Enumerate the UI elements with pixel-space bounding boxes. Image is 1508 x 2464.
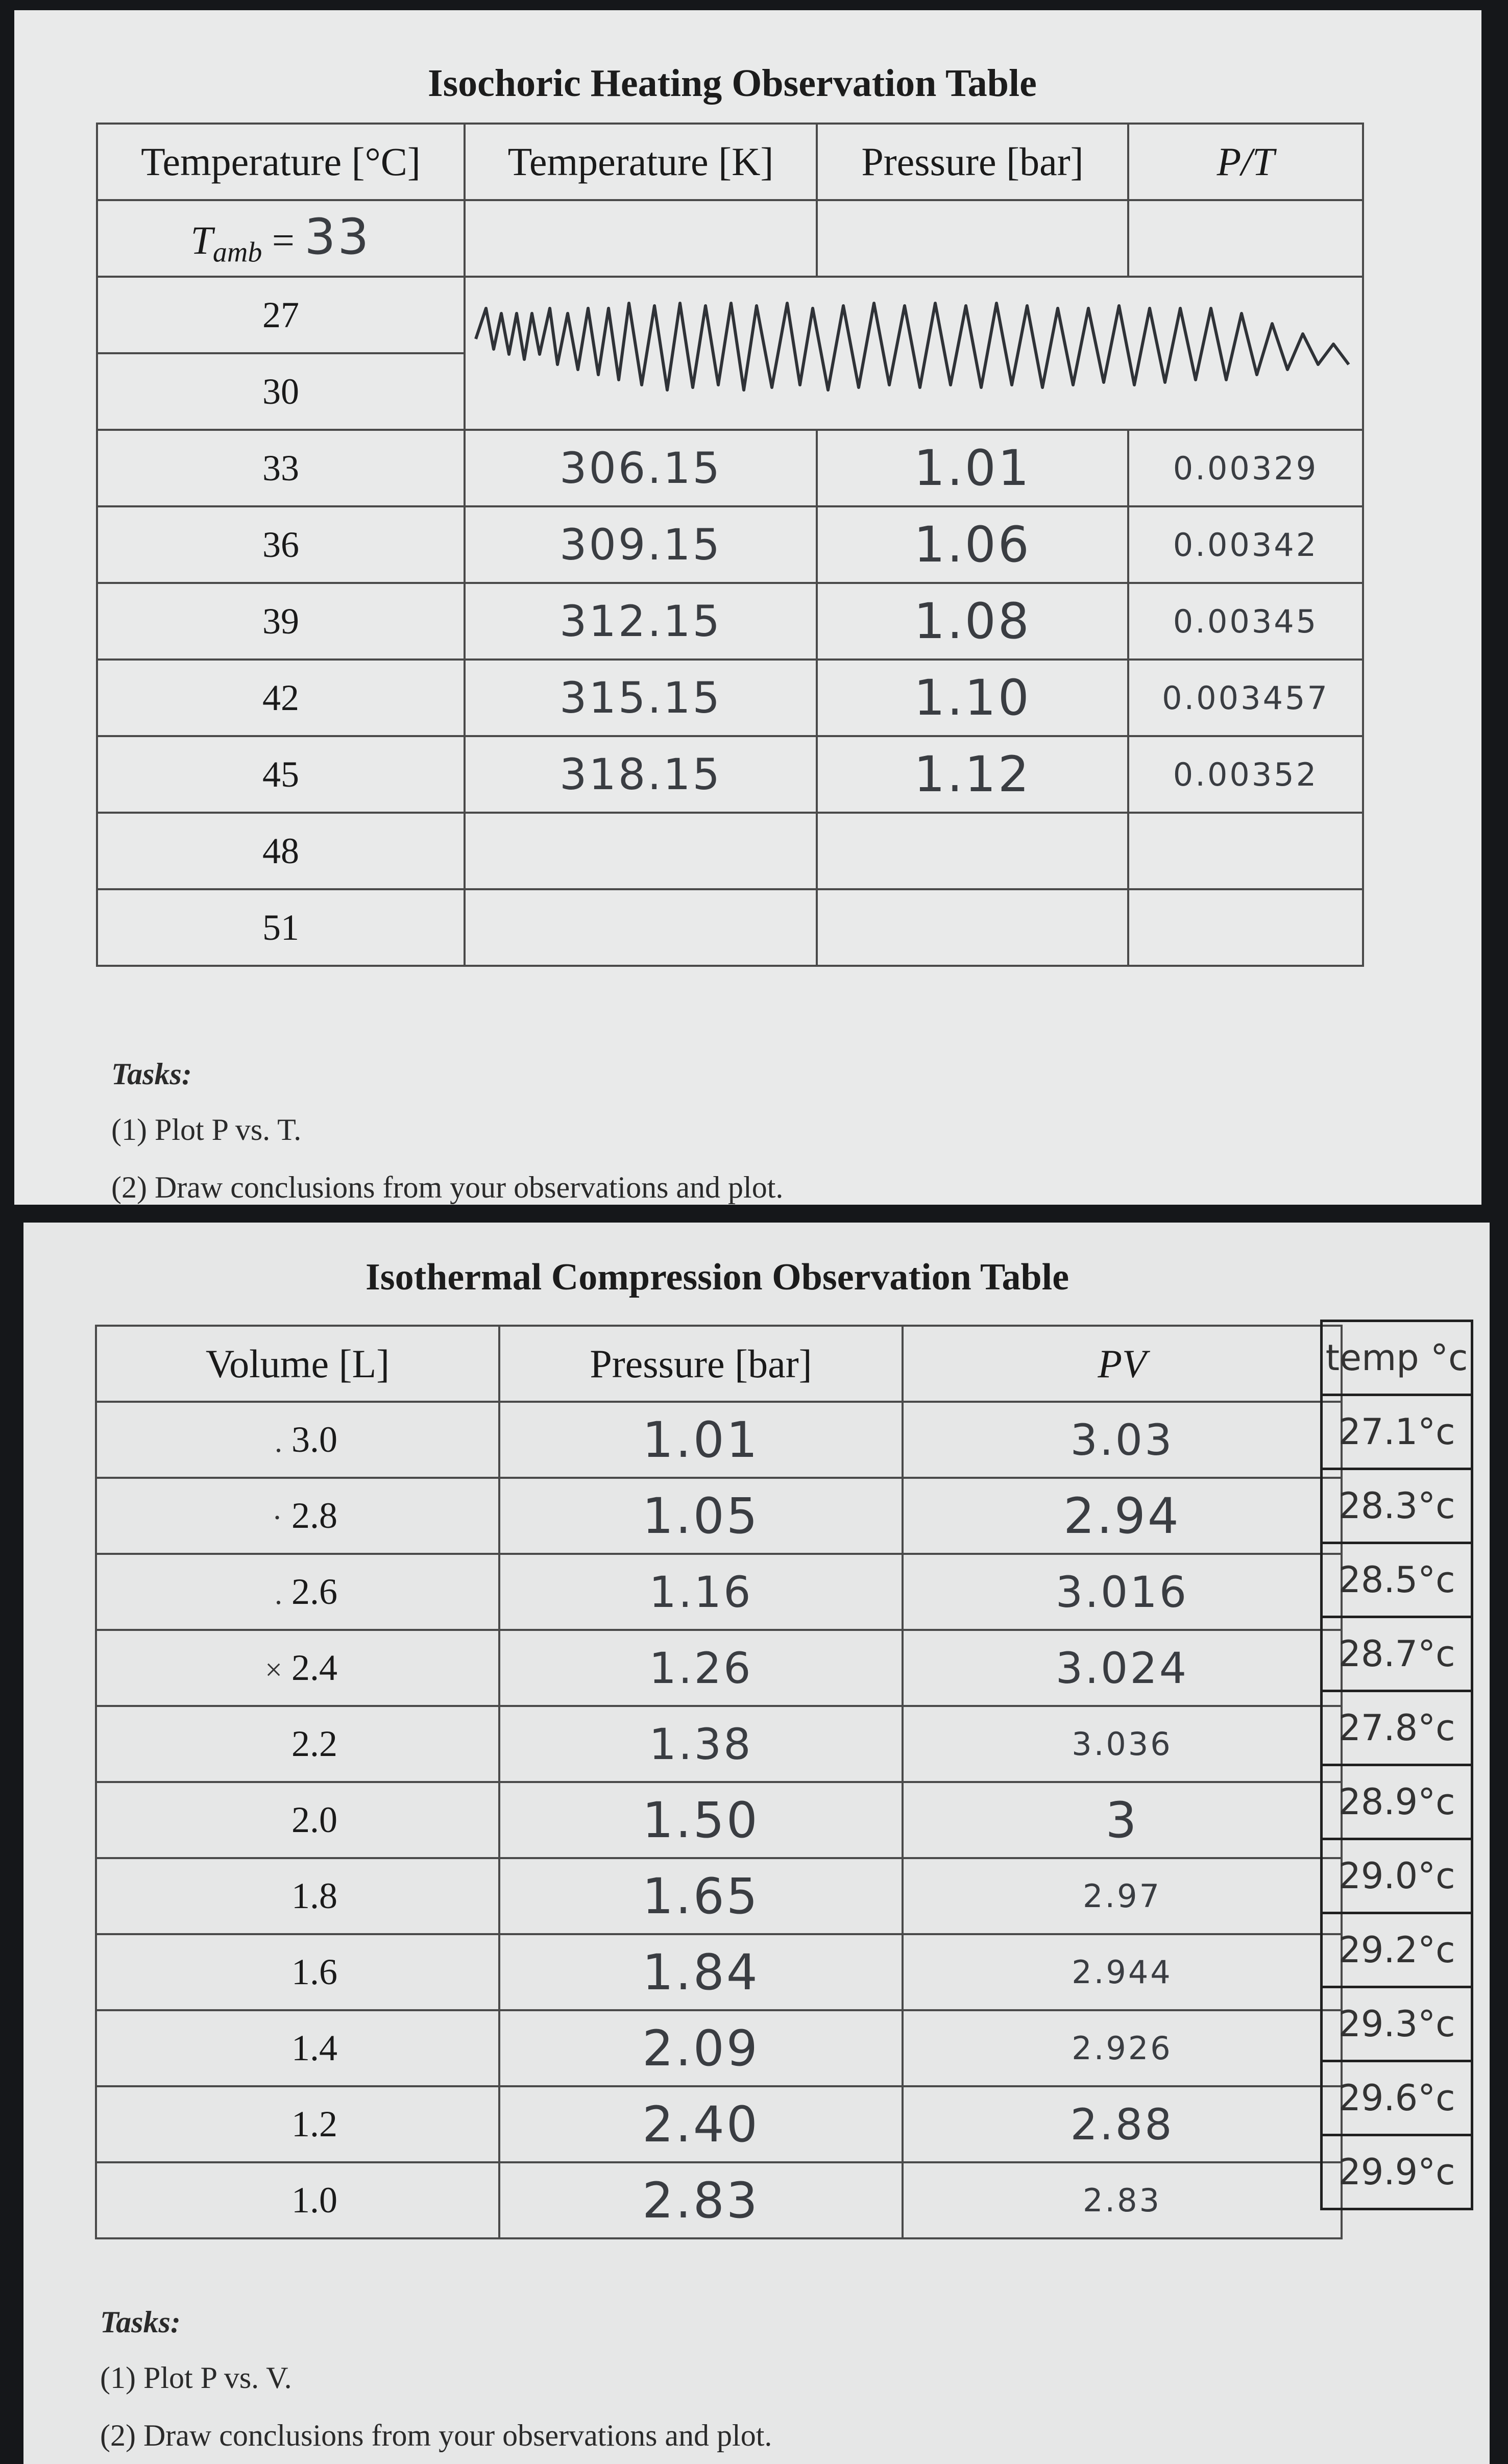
table-row — [96, 1934, 1342, 2010]
pressure-cell: 2.83 — [499, 2162, 903, 2238]
volume-value: 2.8 — [291, 1495, 337, 1536]
p-over-t-cell — [1128, 813, 1363, 889]
celsius-cell: 27 — [97, 277, 465, 353]
temp-cell: 28.9°c — [1322, 1765, 1472, 1839]
isothermal-table — [95, 1325, 1343, 2239]
header-volume: Volume [L] — [96, 1326, 499, 1402]
table-row — [97, 430, 1363, 506]
p-over-t-cell: 0.00342 — [1128, 506, 1363, 583]
header-pv: PV — [903, 1326, 1342, 1402]
task-item: (2) Draw conclusions from your observations and plot. — [111, 1170, 784, 1204]
scribble-mark — [466, 278, 1363, 430]
volume-value: 2.0 — [291, 1799, 337, 1840]
pv-cell: 2.83 — [903, 2162, 1342, 2238]
ambient-row — [97, 200, 1363, 277]
isochoric-header-row — [97, 124, 1363, 200]
pressure-cell: 1.08 — [817, 583, 1128, 660]
scribbled-out-cells — [465, 277, 1363, 430]
table-row — [96, 1706, 1342, 1782]
kelvin-cell: 312.15 — [465, 583, 817, 660]
temp-cell: 29.3°c — [1322, 1987, 1472, 2061]
pressure-cell: 1.84 — [499, 1934, 903, 2010]
ambient-label: T — [190, 217, 213, 262]
kelvin-cell: 306.15 — [465, 430, 817, 506]
volume-cell — [96, 1630, 499, 1706]
table-row — [97, 583, 1363, 660]
temp-header: temp °c — [1322, 1321, 1472, 1395]
pressure-cell: 1.01 — [817, 430, 1128, 506]
volume-value: 1.8 — [291, 1875, 337, 1916]
pv-cell: 2.88 — [903, 2086, 1342, 2162]
row-mark: . — [275, 1577, 282, 1611]
isothermal-header-row — [96, 1326, 1342, 1402]
pressure-cell: 1.12 — [817, 736, 1128, 813]
celsius-cell: 36 — [97, 506, 465, 583]
pv-cell: 2.94 — [903, 1478, 1342, 1554]
celsius-cell: 33 — [97, 430, 465, 506]
temp-cell: 28.3°c — [1322, 1469, 1472, 1543]
temp-cell: 28.5°c — [1322, 1543, 1472, 1617]
celsius-cell: 51 — [97, 889, 465, 966]
volume-value: 1.6 — [291, 1951, 337, 1992]
temp-cell: 29.0°c — [1322, 1839, 1472, 1913]
volume-value: 2.4 — [291, 1647, 337, 1688]
table-row — [97, 813, 1363, 889]
volume-cell — [96, 2162, 499, 2238]
p-over-t-cell: 0.003457 — [1128, 660, 1363, 736]
table-row — [96, 1402, 1342, 1478]
pressure-cell — [817, 889, 1128, 966]
pressure-cell — [817, 813, 1128, 889]
kelvin-cell — [465, 813, 817, 889]
table-row — [97, 889, 1363, 966]
temp-cell: 29.9°c — [1322, 2135, 1472, 2209]
header-pressure: Pressure [bar] — [817, 124, 1128, 200]
pressure-cell: 2.09 — [499, 2010, 903, 2086]
pressure-cell: 1.01 — [499, 1402, 903, 1478]
volume-cell — [96, 1934, 499, 2010]
ambient-equals: = — [262, 217, 305, 262]
table-row — [96, 2010, 1342, 2086]
kelvin-cell: 318.15 — [465, 736, 817, 813]
table-row — [96, 1478, 1342, 1554]
table-row — [97, 277, 1363, 353]
pv-cell: 2.97 — [903, 1858, 1342, 1934]
table-row — [97, 506, 1363, 583]
kelvin-cell: 315.15 — [465, 660, 817, 736]
ambient-k-cell — [465, 200, 817, 277]
isochoric-title: Isochoric Heating Observation Table — [428, 62, 1037, 105]
volume-value: 1.4 — [291, 2028, 337, 2068]
volume-cell — [96, 1554, 499, 1630]
p-over-t-cell: 0.00329 — [1128, 430, 1363, 506]
header-temperature-c: Temperature [°C] — [97, 124, 465, 200]
kelvin-cell — [465, 889, 817, 966]
temperature-column — [1320, 1320, 1473, 2210]
tasks-heading: Tasks: — [100, 2305, 181, 2339]
volume-value: 1.0 — [291, 2180, 337, 2221]
volume-cell — [96, 1402, 499, 1478]
tasks-heading: Tasks: — [111, 1057, 192, 1091]
pv-cell: 3.016 — [903, 1554, 1342, 1630]
ambient-subscript: amb — [212, 236, 262, 269]
temp-cell: 29.6°c — [1322, 2061, 1472, 2135]
header-temperature-k: Temperature [K] — [465, 124, 817, 200]
pv-cell: 3.024 — [903, 1630, 1342, 1706]
pressure-cell: 1.06 — [817, 506, 1128, 583]
celsius-cell: 45 — [97, 736, 465, 813]
isochoric-table — [96, 123, 1364, 967]
task-item: (2) Draw conclusions from your observations and plot. — [100, 2419, 772, 2452]
pv-cell: 3.036 — [903, 1706, 1342, 1782]
table-row — [96, 1630, 1342, 1706]
temp-cell: 29.2°c — [1322, 1913, 1472, 1987]
volume-value: 1.2 — [291, 2104, 337, 2144]
volume-value: 2.2 — [291, 1723, 337, 1764]
volume-cell — [96, 1706, 499, 1782]
volume-cell — [96, 1478, 499, 1554]
pv-cell: 3.03 — [903, 1402, 1342, 1478]
pv-cell: 2.926 — [903, 2010, 1342, 2086]
ambient-temperature-cell — [97, 200, 465, 277]
pressure-cell: 1.10 — [817, 660, 1128, 736]
celsius-cell: 42 — [97, 660, 465, 736]
pressure-cell: 1.65 — [499, 1858, 903, 1934]
task-item: (1) Plot P vs. T. — [111, 1113, 302, 1146]
isothermal-sheet — [23, 1223, 1490, 2464]
volume-cell — [96, 1858, 499, 1934]
kelvin-cell: 309.15 — [465, 506, 817, 583]
volume-value: 2.6 — [291, 1571, 337, 1612]
temp-cell: 27.1°c — [1322, 1395, 1472, 1469]
isochoric-sheet — [14, 10, 1481, 1205]
table-row — [96, 1782, 1342, 1858]
ambient-p-cell — [817, 200, 1128, 277]
pressure-cell: 1.05 — [499, 1478, 903, 1554]
table-row — [96, 2162, 1342, 2238]
table-row — [96, 1554, 1342, 1630]
ambient-value: 33 — [304, 208, 371, 265]
task-item: (1) Plot P vs. V. — [100, 2361, 292, 2395]
celsius-cell: 30 — [97, 353, 465, 430]
table-row — [96, 2086, 1342, 2162]
pv-cell: 2.944 — [903, 1934, 1342, 2010]
pressure-cell: 1.26 — [499, 1630, 903, 1706]
row-mark: · — [272, 1501, 282, 1534]
header-p-over-t: P/T — [1128, 124, 1363, 200]
p-over-t-cell — [1128, 889, 1363, 966]
table-row — [97, 736, 1363, 813]
ambient-pt-cell — [1128, 200, 1363, 277]
table-row — [96, 1858, 1342, 1934]
isothermal-tasks — [100, 2305, 772, 2464]
pressure-cell: 2.40 — [499, 2086, 903, 2162]
pv-cell: 3 — [903, 1782, 1342, 1858]
row-mark: × — [265, 1653, 282, 1687]
celsius-cell: 48 — [97, 813, 465, 889]
temp-cell: 28.7°c — [1322, 1617, 1472, 1691]
isochoric-tasks — [111, 1057, 783, 1228]
pressure-cell: 1.38 — [499, 1706, 903, 1782]
celsius-cell: 39 — [97, 583, 465, 660]
volume-cell — [96, 1782, 499, 1858]
pressure-cell: 1.50 — [499, 1782, 903, 1858]
volume-value: 3.0 — [291, 1419, 337, 1460]
pressure-cell: 1.16 — [499, 1554, 903, 1630]
temp-cell: 27.8°c — [1322, 1691, 1472, 1765]
p-over-t-cell: 0.00345 — [1128, 583, 1363, 660]
table-row — [97, 660, 1363, 736]
isothermal-title: Isothermal Compression Observation Table — [366, 1256, 1069, 1298]
volume-cell — [96, 2086, 499, 2162]
row-mark: . — [275, 1425, 282, 1458]
volume-cell — [96, 2010, 499, 2086]
p-over-t-cell: 0.00352 — [1128, 736, 1363, 813]
header-pressure: Pressure [bar] — [499, 1326, 903, 1402]
